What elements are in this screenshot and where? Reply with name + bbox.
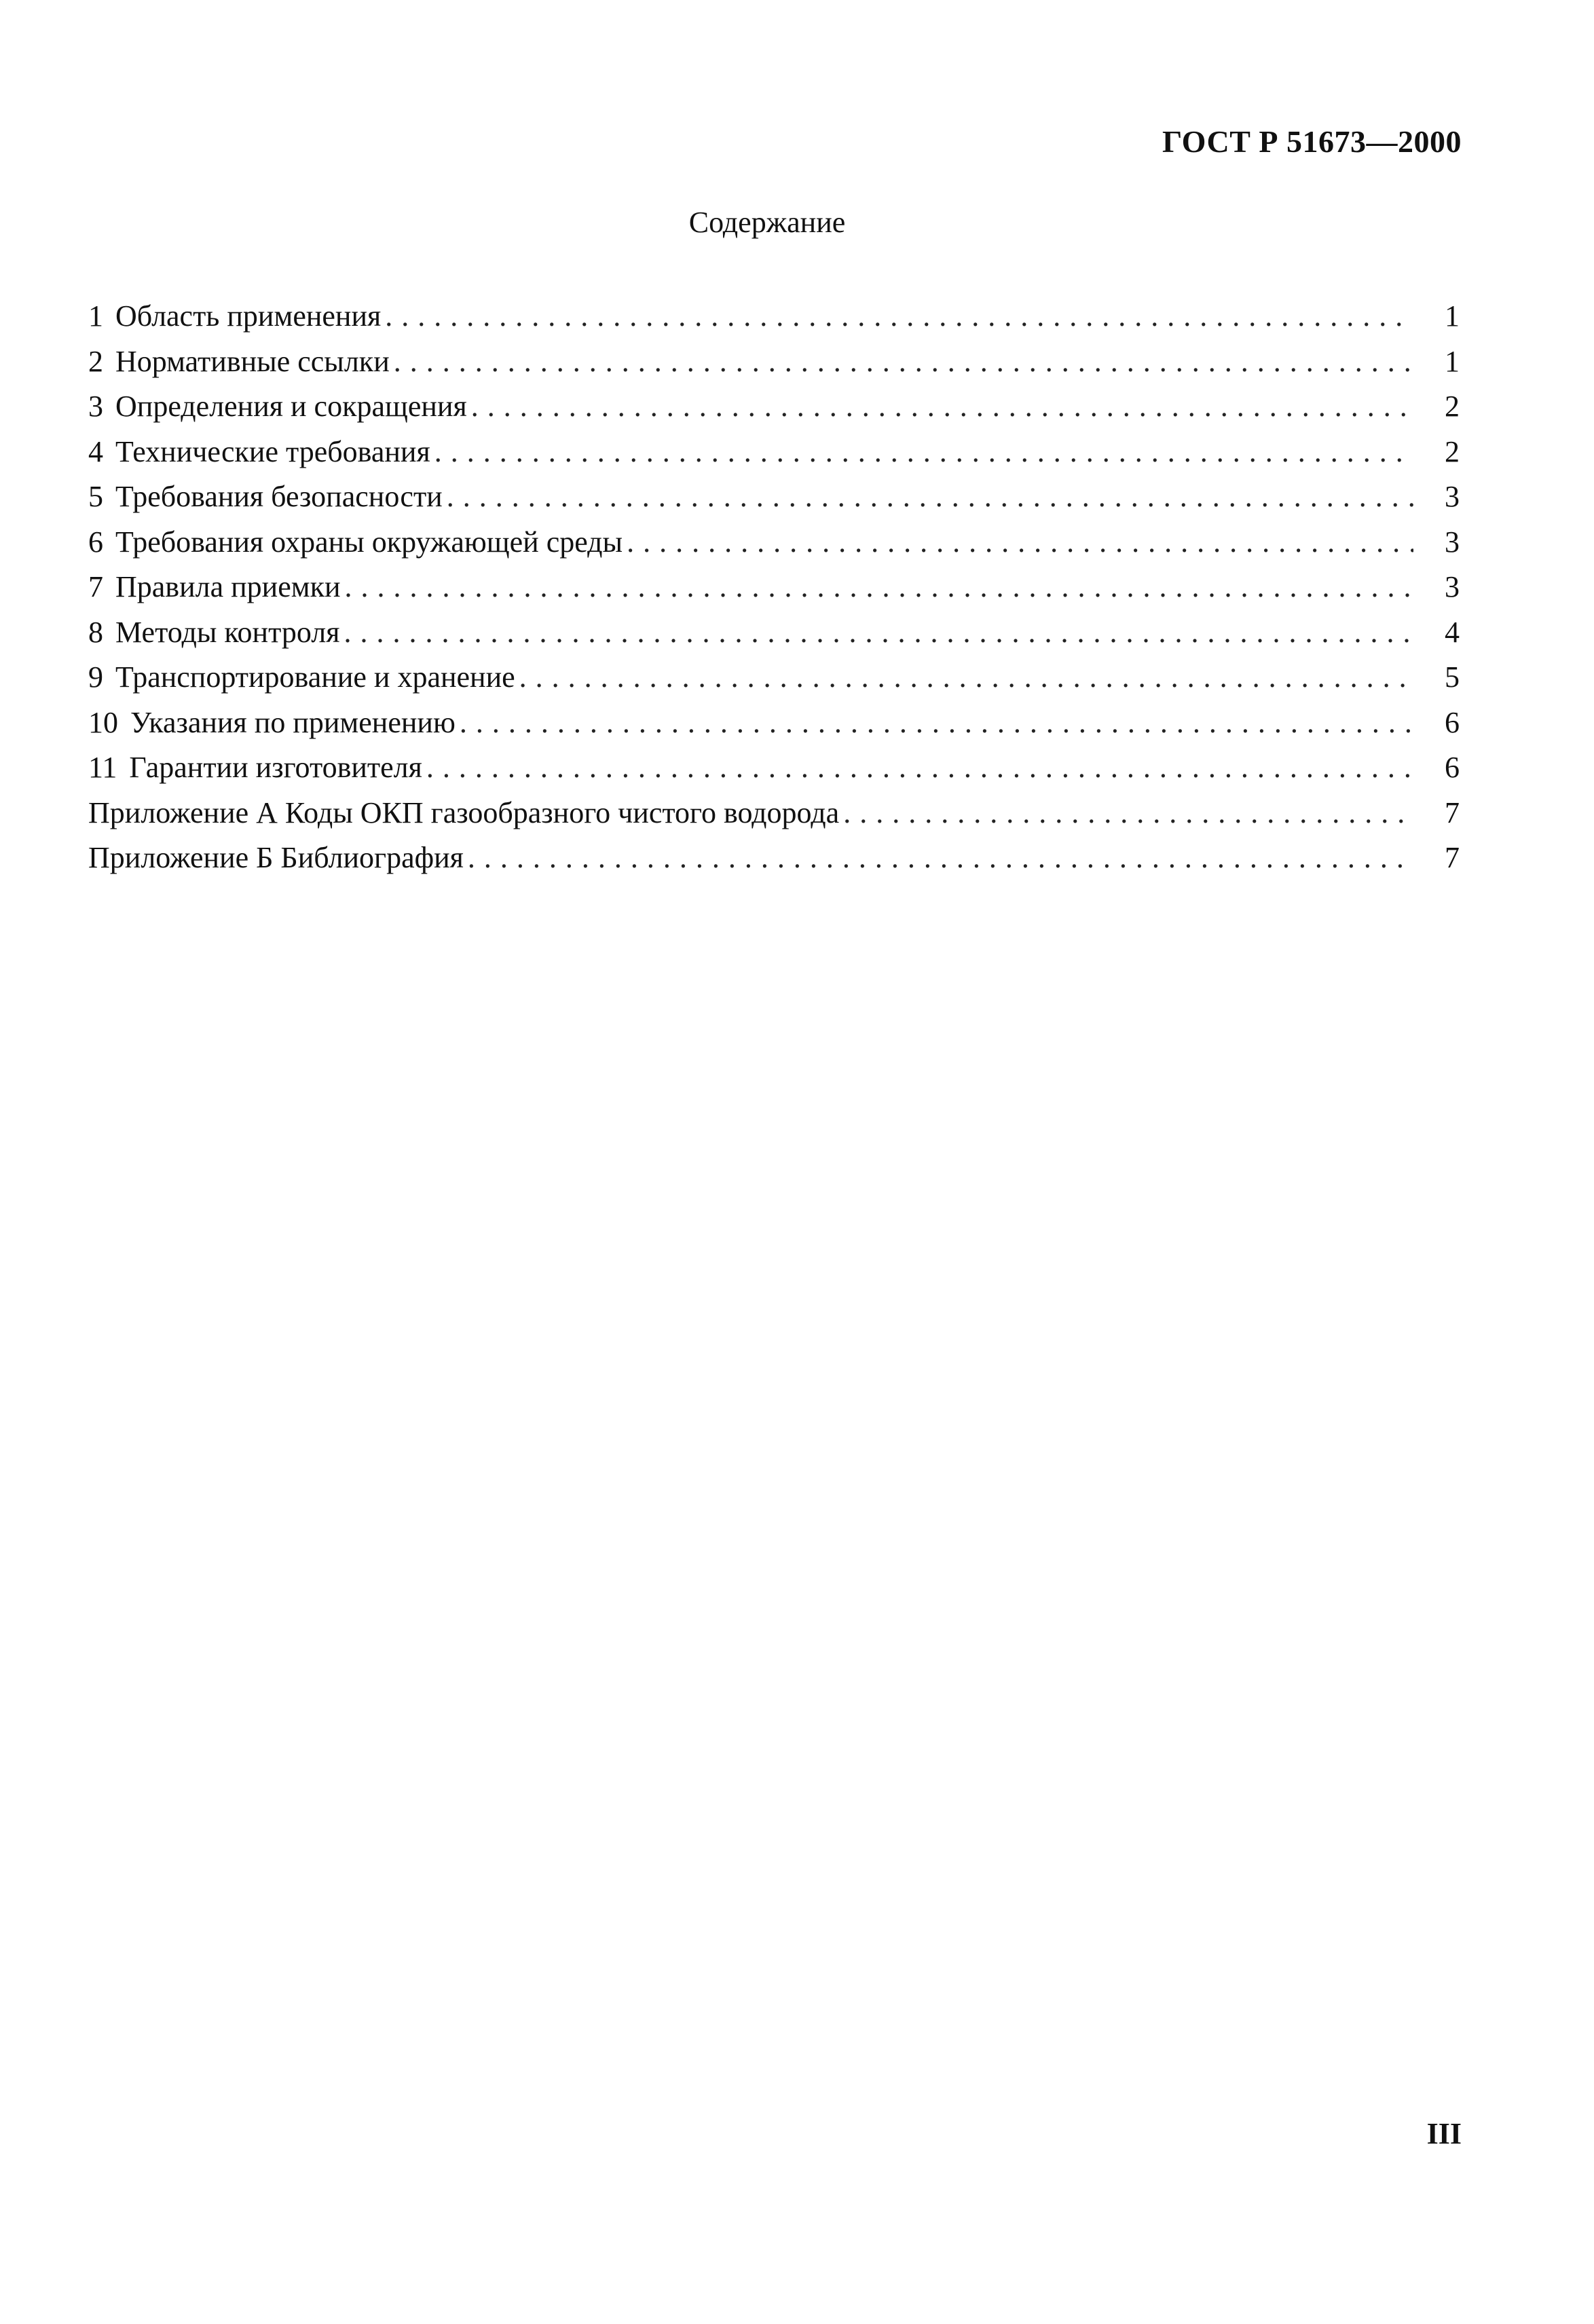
- leader-dots: [471, 389, 1413, 424]
- toc-entry-number: 5: [88, 480, 103, 513]
- toc-entry[interactable]: [88, 660, 1460, 705]
- toc-entry[interactable]: [88, 705, 1460, 751]
- toc-entry-label: Гарантии изготовителя: [129, 751, 422, 784]
- leader-dots: [434, 434, 1413, 469]
- toc-entry[interactable]: [88, 479, 1460, 525]
- toc-entry-label: Транспортирование и хранение: [115, 660, 515, 694]
- toc-entry-label: Требования охраны окружающей среды: [115, 525, 623, 559]
- toc-entry-page: 3: [1445, 525, 1460, 559]
- toc-title: Содержание: [688, 206, 846, 239]
- toc-entry[interactable]: [88, 569, 1460, 615]
- toc-entry-page: 7: [1445, 841, 1460, 874]
- leader-dots: [447, 479, 1413, 514]
- toc-entry[interactable]: [88, 615, 1460, 660]
- toc-entry[interactable]: [88, 434, 1460, 480]
- leader-dots: [460, 705, 1413, 740]
- toc-entry-page: 7: [1445, 795, 1460, 829]
- leader-dots: [627, 525, 1413, 559]
- toc-entry[interactable]: [88, 840, 1460, 886]
- toc-entry-number: 7: [88, 570, 103, 603]
- toc-entry-label: Нормативные ссылки: [115, 344, 390, 378]
- leader-dots: [385, 299, 1413, 333]
- toc-entry-number: 11: [88, 751, 117, 784]
- toc-entry-number: 2: [88, 344, 103, 378]
- toc-entry-number: 9: [88, 660, 103, 694]
- toc-entry[interactable]: [88, 389, 1460, 434]
- toc-entry[interactable]: [88, 344, 1460, 390]
- document-header: ГОСТ Р 51673—2000: [1162, 124, 1462, 159]
- toc-entry[interactable]: [88, 299, 1460, 344]
- toc-entry-label: Приложение А Коды ОКП газообразного чистого водорода: [88, 795, 840, 829]
- toc-entry-page: 1: [1445, 344, 1460, 378]
- leader-dots: [468, 840, 1413, 875]
- leader-dots: [344, 615, 1413, 650]
- toc-entry-number: 4: [88, 434, 103, 468]
- page-number: III: [1426, 2117, 1462, 2150]
- toc-entry[interactable]: [88, 525, 1460, 570]
- toc-entry-page: 6: [1445, 705, 1460, 739]
- leader-dots: [519, 660, 1413, 694]
- toc-entry-page: 5: [1445, 660, 1460, 694]
- leader-dots: [843, 795, 1413, 830]
- toc-entry[interactable]: [88, 795, 1460, 841]
- toc-entry-number: 1: [88, 299, 103, 333]
- toc-entry-number: 6: [88, 525, 103, 559]
- toc-entry-number: 3: [88, 390, 103, 423]
- toc-entry-label: Область применения: [115, 299, 382, 333]
- toc-entry-label: Правила приемки: [115, 570, 341, 603]
- leader-dots: [426, 750, 1413, 785]
- toc-entry-label: Указания по применению: [130, 705, 456, 739]
- toc-entry-label: Требования безопасности: [115, 480, 443, 513]
- toc-entry-page: 3: [1445, 570, 1460, 603]
- leader-dots: [345, 569, 1413, 604]
- toc-entry-label: Методы контроля: [115, 615, 340, 649]
- toc-entry-page: 6: [1445, 751, 1460, 784]
- toc-entry-number: 10: [88, 705, 118, 739]
- toc-entry-label: Определения и сокращения: [115, 390, 467, 423]
- leader-dots: [394, 344, 1413, 379]
- toc-entry-page: 3: [1445, 480, 1460, 513]
- toc-entry-page: 2: [1445, 390, 1460, 423]
- toc-entry-label: Технические требования: [115, 434, 430, 468]
- table-of-contents: [88, 299, 1460, 886]
- toc-entry-page: 2: [1445, 434, 1460, 468]
- toc-entry[interactable]: [88, 750, 1460, 795]
- toc-entry-number: 8: [88, 615, 103, 649]
- toc-entry-label: Приложение Б Библиография: [88, 841, 464, 874]
- toc-entry-page: 1: [1445, 299, 1460, 333]
- toc-entry-page: 4: [1445, 615, 1460, 649]
